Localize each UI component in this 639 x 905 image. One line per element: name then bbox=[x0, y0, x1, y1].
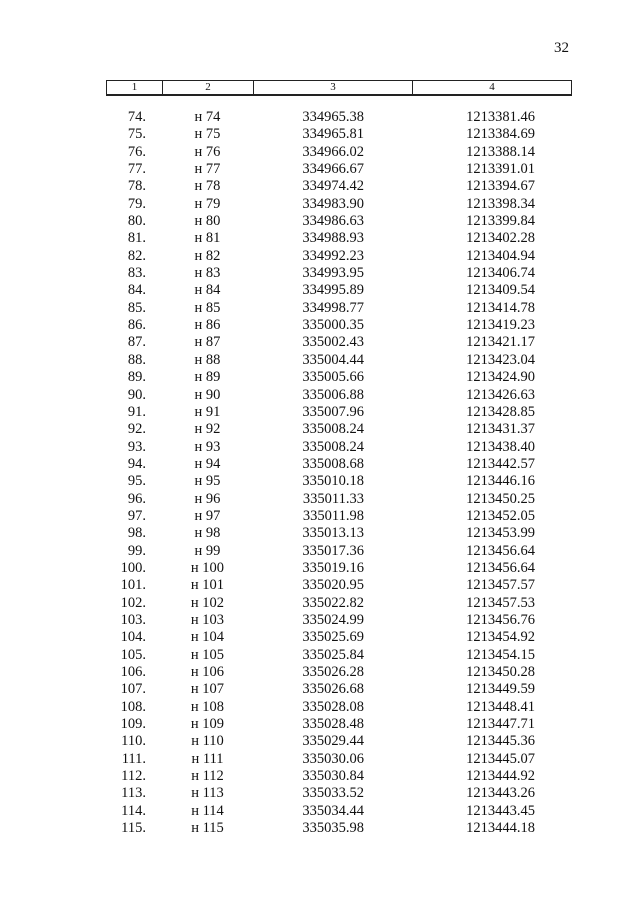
table-row bbox=[106, 439, 571, 456]
point-name: н 94 bbox=[194, 455, 221, 472]
coordinate-x: 335033.52 bbox=[302, 785, 364, 802]
column-header-row bbox=[106, 80, 572, 96]
coordinate-x: 335008.24 bbox=[302, 421, 364, 438]
coordinate-y: 1213431.37 bbox=[466, 421, 535, 438]
point-name: н 112 bbox=[191, 768, 224, 785]
table-row bbox=[106, 543, 571, 560]
coordinate-y: 1213445.07 bbox=[466, 750, 535, 767]
coordinate-x: 334966.02 bbox=[302, 143, 364, 160]
point-name: н 99 bbox=[194, 542, 221, 559]
row-index: 114. bbox=[121, 802, 146, 819]
coordinate-y: 1213381.46 bbox=[466, 109, 535, 125]
coordinate-y: 1213398.34 bbox=[466, 195, 535, 212]
coordinate-x: 335019.16 bbox=[302, 559, 364, 576]
coordinate-x: 335007.96 bbox=[302, 403, 364, 420]
table-row bbox=[106, 803, 571, 820]
table-row bbox=[106, 820, 571, 837]
coordinate-x: 335035.98 bbox=[302, 820, 364, 837]
row-index: 98. bbox=[127, 525, 146, 542]
coordinate-y: 1213444.18 bbox=[466, 820, 535, 837]
coordinate-y: 1213457.53 bbox=[466, 594, 535, 611]
point-name: н 113 bbox=[191, 785, 224, 802]
table-row bbox=[106, 421, 571, 438]
coordinate-y: 1213450.28 bbox=[466, 664, 535, 680]
table-row bbox=[106, 300, 571, 317]
coordinate-x: 334966.67 bbox=[302, 161, 364, 178]
coordinate-y: 1213445.36 bbox=[466, 733, 535, 750]
coordinate-x: 334988.93 bbox=[302, 230, 364, 247]
coordinate-y: 1213454.15 bbox=[466, 646, 535, 663]
row-index: 108. bbox=[120, 698, 146, 715]
row-index: 93. bbox=[127, 438, 146, 455]
table-row bbox=[106, 126, 571, 143]
row-index: 110. bbox=[121, 733, 146, 750]
table-row bbox=[106, 716, 571, 733]
coordinate-y: 1213450.25 bbox=[466, 490, 535, 507]
table-row bbox=[106, 317, 571, 334]
coordinate-x: 335029.44 bbox=[302, 733, 364, 750]
point-name: н 85 bbox=[194, 299, 221, 316]
table-row bbox=[106, 751, 571, 768]
point-name: н 87 bbox=[194, 334, 221, 351]
row-index: 91. bbox=[127, 403, 146, 420]
coordinate-y: 1213424.90 bbox=[466, 369, 535, 386]
coordinate-x: 335017.36 bbox=[302, 542, 364, 559]
table-row bbox=[106, 595, 571, 612]
coordinate-y: 1213399.84 bbox=[466, 213, 535, 230]
point-name: н 108 bbox=[190, 698, 225, 715]
table-row bbox=[106, 647, 571, 664]
point-name: н 95 bbox=[194, 473, 221, 490]
row-index: 92. bbox=[127, 421, 146, 438]
point-name: н 101 bbox=[190, 577, 225, 594]
row-index: 83. bbox=[127, 265, 146, 282]
table-row bbox=[106, 560, 571, 577]
point-name: н 76 bbox=[194, 143, 221, 160]
row-index: 75. bbox=[127, 126, 146, 143]
coordinate-y: 1213446.16 bbox=[466, 473, 535, 490]
column-header-2: 2 bbox=[163, 81, 254, 96]
column-header-4: 4 bbox=[413, 81, 572, 96]
coordinate-y: 1213456.64 bbox=[466, 542, 535, 559]
table-row bbox=[106, 525, 571, 542]
table-row bbox=[106, 404, 571, 421]
row-index: 77. bbox=[127, 161, 146, 178]
point-name: н 74 bbox=[194, 109, 221, 125]
table-row bbox=[106, 699, 571, 716]
coordinate-x: 335025.84 bbox=[302, 646, 364, 663]
table-row bbox=[106, 178, 571, 195]
coordinate-y: 1213453.99 bbox=[466, 525, 535, 542]
row-index: 111. bbox=[121, 750, 146, 767]
row-index: 101. bbox=[120, 577, 146, 594]
row-index: 102. bbox=[120, 594, 146, 611]
coordinate-x: 335030.06 bbox=[302, 750, 364, 767]
row-index: 90. bbox=[127, 386, 146, 403]
coordinate-y: 1213438.40 bbox=[466, 438, 535, 455]
row-index: 104. bbox=[120, 629, 146, 646]
point-name: н 107 bbox=[190, 681, 225, 698]
table-row bbox=[106, 768, 571, 785]
row-index: 81. bbox=[127, 230, 146, 247]
coordinate-y: 1213456.76 bbox=[466, 611, 535, 628]
row-index: 84. bbox=[127, 282, 146, 299]
table-row bbox=[106, 733, 571, 750]
coordinate-x: 334998.77 bbox=[302, 299, 364, 316]
table-row bbox=[106, 248, 571, 265]
coordinate-x: 335028.48 bbox=[302, 716, 364, 733]
row-index: 107. bbox=[120, 681, 146, 698]
coordinate-x: 334965.38 bbox=[302, 109, 364, 125]
row-index: 112. bbox=[121, 768, 146, 785]
row-index: 100. bbox=[120, 559, 146, 576]
coordinate-x: 335026.28 bbox=[302, 664, 364, 680]
coordinate-x: 334983.90 bbox=[302, 195, 364, 212]
point-name: н 89 bbox=[194, 369, 221, 386]
point-name: н 75 bbox=[194, 126, 221, 143]
coordinate-x: 334992.23 bbox=[302, 247, 364, 264]
point-name: н 96 bbox=[194, 490, 221, 507]
table-row bbox=[106, 109, 571, 126]
row-index: 115. bbox=[121, 820, 146, 837]
table-row bbox=[106, 629, 571, 646]
coordinate-x: 335013.13 bbox=[302, 525, 364, 542]
row-index: 89. bbox=[127, 369, 146, 386]
point-name: н 88 bbox=[194, 351, 221, 368]
point-name: н 81 bbox=[194, 230, 221, 247]
coordinate-y: 1213402.28 bbox=[466, 230, 535, 247]
row-index: 87. bbox=[127, 334, 146, 351]
coordinate-x: 335011.98 bbox=[302, 507, 364, 524]
row-index: 103. bbox=[120, 611, 146, 628]
row-index: 86. bbox=[127, 317, 146, 334]
coordinate-x: 335004.44 bbox=[302, 351, 364, 368]
coordinate-x: 335000.35 bbox=[302, 317, 364, 334]
coordinate-y: 1213423.04 bbox=[466, 351, 535, 368]
point-name: н 114 bbox=[191, 802, 224, 819]
coordinate-x: 334986.63 bbox=[302, 213, 364, 230]
coordinate-x: 335006.88 bbox=[302, 386, 364, 403]
table-row bbox=[106, 282, 571, 299]
coordinate-x: 335002.43 bbox=[302, 334, 364, 351]
point-name: н 109 bbox=[190, 716, 225, 733]
table-row bbox=[106, 456, 571, 473]
coordinate-y: 1213457.57 bbox=[466, 577, 535, 594]
point-name: н 93 bbox=[194, 438, 221, 455]
point-name: н 84 bbox=[194, 282, 221, 299]
coordinate-x: 335020.95 bbox=[302, 577, 364, 594]
point-name: н 83 bbox=[194, 265, 221, 282]
coordinate-y: 1213421.17 bbox=[466, 334, 535, 351]
coordinate-y: 1213426.63 bbox=[466, 386, 535, 403]
point-name: н 77 bbox=[194, 161, 221, 178]
coordinate-x: 335008.68 bbox=[302, 455, 364, 472]
table-row bbox=[106, 491, 571, 508]
coordinate-y: 1213391.01 bbox=[466, 161, 535, 178]
table-row bbox=[106, 577, 571, 594]
point-name: н 106 bbox=[190, 664, 225, 680]
coordinate-x: 335005.66 bbox=[302, 369, 364, 386]
coordinates-table bbox=[106, 109, 571, 837]
coordinate-x: 335034.44 bbox=[302, 802, 364, 819]
table-row bbox=[106, 352, 571, 369]
table-row bbox=[106, 473, 571, 490]
coordinate-x: 335025.69 bbox=[302, 629, 364, 646]
point-name: н 86 bbox=[194, 317, 221, 334]
point-name: н 97 bbox=[194, 507, 221, 524]
coordinate-y: 1213442.57 bbox=[466, 455, 535, 472]
coordinate-x: 335008.24 bbox=[302, 438, 364, 455]
point-name: н 91 bbox=[194, 403, 221, 420]
coordinate-y: 1213428.85 bbox=[466, 403, 535, 420]
coordinate-y: 1213456.64 bbox=[466, 559, 535, 576]
table-row bbox=[106, 161, 571, 178]
coordinate-x: 335024.99 bbox=[302, 611, 364, 628]
point-name: н 103 bbox=[190, 611, 225, 628]
coordinate-y: 1213454.92 bbox=[466, 629, 535, 646]
row-index: 82. bbox=[127, 247, 146, 264]
coordinate-y: 1213406.74 bbox=[466, 265, 535, 282]
point-name: н 115 bbox=[191, 820, 224, 837]
point-name: н 110 bbox=[191, 733, 224, 750]
table-row bbox=[106, 144, 571, 161]
coordinate-x: 335011.33 bbox=[302, 490, 364, 507]
column-header-3: 3 bbox=[254, 81, 413, 96]
coordinate-y: 1213443.45 bbox=[466, 802, 535, 819]
coordinate-y: 1213448.41 bbox=[466, 698, 535, 715]
row-index: 74. bbox=[127, 109, 146, 125]
row-index: 105. bbox=[120, 646, 146, 663]
table-row bbox=[106, 508, 571, 525]
coordinate-x: 334974.42 bbox=[302, 178, 364, 195]
row-index: 96. bbox=[127, 490, 146, 507]
row-index: 99. bbox=[127, 542, 146, 559]
row-index: 109. bbox=[120, 716, 146, 733]
coordinate-x: 334993.95 bbox=[302, 265, 364, 282]
coordinate-x: 335028.08 bbox=[302, 698, 364, 715]
coordinate-y: 1213384.69 bbox=[466, 126, 535, 143]
row-index: 78. bbox=[127, 178, 146, 195]
point-name: н 90 bbox=[194, 386, 221, 403]
row-index: 106. bbox=[120, 664, 146, 680]
coordinate-y: 1213394.67 bbox=[466, 178, 535, 195]
row-index: 94. bbox=[127, 455, 146, 472]
point-name: н 82 bbox=[194, 247, 221, 264]
coordinate-y: 1213409.54 bbox=[466, 282, 535, 299]
row-index: 80. bbox=[127, 213, 146, 230]
table-row bbox=[106, 213, 571, 230]
point-name: н 98 bbox=[194, 525, 221, 542]
coordinate-y: 1213443.26 bbox=[466, 785, 535, 802]
row-index: 79. bbox=[127, 195, 146, 212]
coordinate-y: 1213414.78 bbox=[466, 299, 535, 316]
coordinate-y: 1213419.23 bbox=[466, 317, 535, 334]
coordinate-x: 334965.81 bbox=[302, 126, 364, 143]
point-name: н 100 bbox=[190, 559, 225, 576]
table-row bbox=[106, 681, 571, 698]
column-header-1: 1 bbox=[107, 81, 163, 96]
point-name: н 102 bbox=[190, 594, 225, 611]
coordinate-y: 1213388.14 bbox=[466, 143, 535, 160]
table-row bbox=[106, 196, 571, 213]
table-row bbox=[106, 387, 571, 404]
table-row bbox=[106, 785, 571, 802]
coordinate-y: 1213444.92 bbox=[466, 768, 535, 785]
row-index: 113. bbox=[121, 785, 146, 802]
coordinate-x: 335010.18 bbox=[302, 473, 364, 490]
table-row bbox=[106, 612, 571, 629]
table-row bbox=[106, 334, 571, 351]
coordinate-y: 1213447.71 bbox=[466, 716, 535, 733]
row-index: 95. bbox=[127, 473, 146, 490]
point-name: н 105 bbox=[190, 646, 225, 663]
row-index: 88. bbox=[127, 351, 146, 368]
table-row bbox=[106, 664, 571, 681]
table-row bbox=[106, 265, 571, 282]
coordinate-y: 1213404.94 bbox=[466, 247, 535, 264]
row-index: 76. bbox=[127, 143, 146, 160]
point-name: н 111 bbox=[191, 750, 224, 767]
table-row bbox=[106, 369, 571, 386]
coordinate-x: 335030.84 bbox=[302, 768, 364, 785]
coordinate-x: 335022.82 bbox=[302, 594, 364, 611]
row-index: 85. bbox=[127, 299, 146, 316]
coordinate-y: 1213449.59 bbox=[466, 681, 535, 698]
coordinate-y: 1213452.05 bbox=[466, 507, 535, 524]
coordinate-x: 334995.89 bbox=[302, 282, 364, 299]
page-number: 32 bbox=[554, 40, 569, 56]
point-name: н 104 bbox=[190, 629, 225, 646]
point-name: н 92 bbox=[194, 421, 221, 438]
coordinate-x: 335026.68 bbox=[302, 681, 364, 698]
point-name: н 79 bbox=[194, 195, 221, 212]
row-index: 97. bbox=[127, 507, 146, 524]
table-row bbox=[106, 230, 571, 247]
point-name: н 78 bbox=[194, 178, 221, 195]
point-name: н 80 bbox=[194, 213, 221, 230]
